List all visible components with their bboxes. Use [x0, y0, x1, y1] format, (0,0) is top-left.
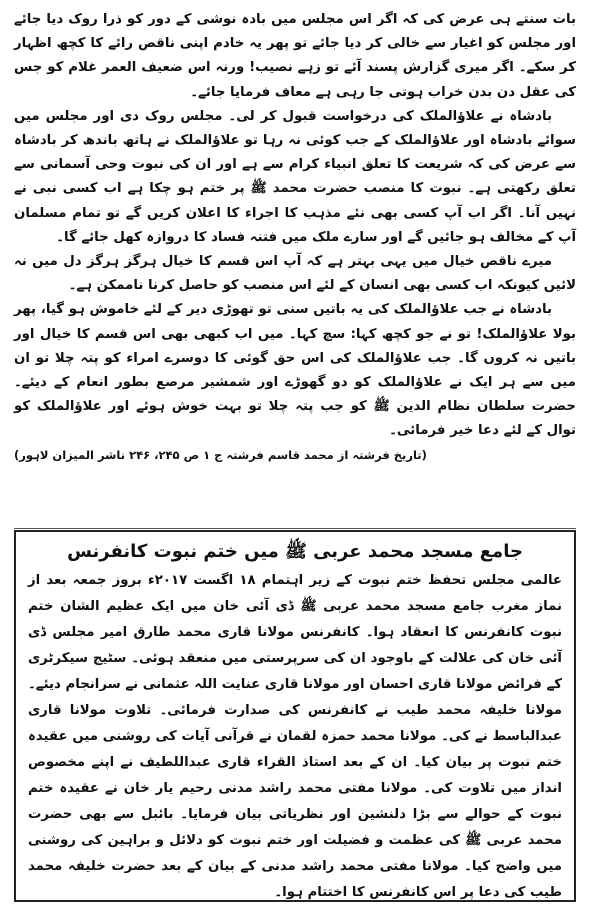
section-divider — [14, 528, 576, 529]
article-section — [14, 8, 576, 466]
article-paragraph: بات سنتے ہی عرض کی کہ اگر اس مجلس میں بادہ نوشی کے دور کو ذرا روک دیا جائے اور مجلس کو اغیار سے خالی کر دیا جائے تو پھر یہ خادم اپنی ناقص رائے کا کچھ اظہار کر سکے۔ اگر میری گزارش پسند آئے تو زہے نصیب! ورنہ اس ضعیف العمر غلام کو جس کی عقل دن بدن خراب ہوتی جا رہی ہے معاف فرمایا جائے۔ — [14, 12, 576, 100]
news-box — [14, 530, 576, 902]
article-paragraph: بادشاہ نے علاؤالملک کی درخواست قبول کر لی۔ مجلس روک دی اور مجلس میں سوائے بادشاہ اور علاؤالملک کے جب کوئی نہ رہا تو علاؤالملک نے ہاتھ باندھ کر بادشاہ سے عرض کی کہ شریعت کا تعلق انبیاء کرام سے ہے اور ان کی نبوت وحی آسمانی سے تعلق رکھتی ہے۔ نبوت کا منصب حضرت محمد ﷺ پر ختم ہو چکا ہے اب کسی نبی نے نہیں آنا۔ اگر اب آپ کسی بھی نئے مذہب کا اجراء کا اعلان کریں گے تو تمام مسلمان آپ کے مخالف ہو جائیں گے اور سارے ملک میں فتنہ فساد کا دروازہ کھل جائے گا۔ — [14, 108, 576, 245]
news-box-content — [28, 538, 563, 900]
news-box-body: عالمی مجلس تحفظ ختم نبوت کے زیر اہتمام ۱۸ اگست ۲۰۱۷ء بروز جمعہ بعد از نماز مغرب جامع مسجد محمد عربی ﷺ ڈی آئی خان میں ایک عظیم الشان ختم نبوت کانفرنس کا انعقاد ہوا۔ کانفرنس مولانا قاری محمد طارق امیر مجلس ڈی آئی خان کی علالت کے باوجود ان کی سرپرستی میں منعقد ہوئی۔ سٹیج سیکرٹری کے فرائض مولانا قاری احسان اور مولانا قاری عنایت اللہ عثمانی نے سرانجام دیئے۔ مولانا خلیفہ محمد طیب نے کانفرنس کی صدارت فرمائی۔ تلاوت مولانا قاری عبدالباسط نے کی۔ مولانا محمد حمزہ لقمان نے قرآنی آیات کی روشنی میں عقیدہ ختم نبوت پر بیان کیا۔ ان کے بعد استاذ القراء قاری عبداللطیف نے اپنے مخصوص انداز میں تلاوت کی۔ مولانا مفتی محمد راشد مدنی رحیم یار خان نے عقیدہ ختم نبوت کے حوالے سے بڑا دلنشین اور نظریاتی بیان فرمایا۔ بائبل سے بھی حضرت محمد عربی ﷺ کی عظمت و فضیلت اور ختم نبوت کو دلائل و براہین کی روشنی میں واضح کیا۔ مولانا مفتی محمد راشد مدنی کے بیان کے بعد حضرت خلیفہ محمد طیب کی دعا پر اس کانفرنس کا اختتام ہوا۔ — [28, 573, 563, 900]
article-paragraph: بادشاہ نے جب علاؤالملک کی یہ باتیں سنی تو تھوڑی دیر کے لئے خاموش ہو گیا، پھر بولا علاؤالملک! تو نے جو کچھ کہا: سچ کہا۔ میں اب کبھی بھی اس قسم کا خیال اور باتیں نہ کروں گا۔ جب علاؤالملک کی اس حق گوئی کا دوسرے امراء کو پتہ چلا تو ان میں سے ہر ایک نے علاؤالملک کو دو گھوڑے اور شمشیر مرصع بطور انعام کے دیئے۔ حضرت سلطان نظام الدین ﷺ کو جب پتہ چلا تو بہت خوش ہوئے اور علاؤالملک کو توال کے لئے دعا خیر فرمائی۔ — [14, 302, 576, 439]
article-paragraph: میرے ناقص خیال میں یہی بہتر ہے کہ آپ اس قسم کا خیال ہرگز ہرگز دل میں نہ لائیں کیونکہ اب کسی بھی انسان کے لئے اس منصب کو حاصل کرنا ناممکن ہے۔ — [14, 254, 576, 294]
news-box-title: جامع مسجد محمد عربی ﷺ میں ختم نبوت کانفرنس — [67, 541, 523, 562]
source-reference: (تاریخ فرشتہ از محمد قاسم فرشتہ ج ۱ ص ۲۴۵، ۲۴۶ ناشر المیزان لاہور) — [14, 447, 427, 462]
